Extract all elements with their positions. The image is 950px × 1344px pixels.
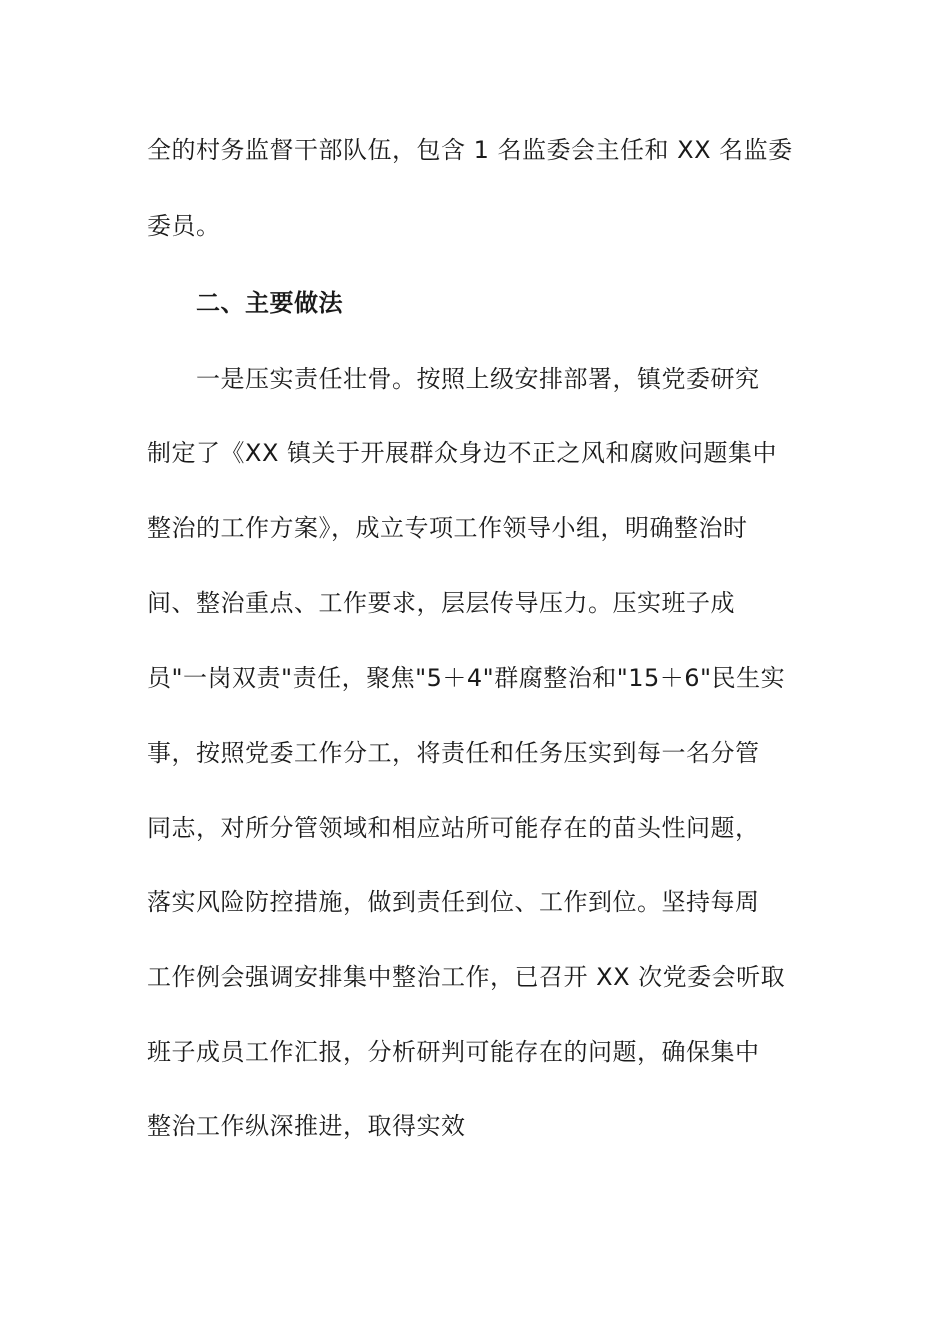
body-text-line: 班子成员工作汇报，分析研判可能存在的问题，确保集中 [147,1038,760,1066]
body-text-line: 落实风险防控措施，做到责任到位、工作到位。坚持每周 [147,888,760,916]
body-text-line: 全的村务监督干部队伍，包含 1 名监委会主任和 XX 名监委 [147,136,793,164]
section-heading: 二、主要做法 [196,289,343,317]
body-text-line: 员"一岗双责"责任，聚焦"5＋4"群腐整治和"15＋6"民生实 [147,664,786,692]
body-text-line: 整治的工作方案》，成立专项工作领导小组，明确整治时 [147,514,748,542]
body-text-line: 工作例会强调安排集中整治工作，已召开 XX 次党委会听取 [147,963,786,991]
body-text-line: 委员。 [147,212,221,240]
body-text-line: 制定了《XX 镇关于开展群众身边不正之风和腐败问题集中 [147,439,778,467]
body-text-line: 同志，对所分管领域和相应站所可能存在的苗头性问题， [147,814,760,842]
body-text-line: 间、整治重点、工作要求，层层传导压力。压实班子成 [147,589,735,617]
body-text-line: 一是压实责任壮骨。按照上级安排部署，镇党委研究 [196,365,760,393]
body-text-line: 整治工作纵深推进，取得实效 [147,1112,466,1140]
body-text-line: 事，按照党委工作分工，将责任和任务压实到每一名分管 [147,739,760,767]
